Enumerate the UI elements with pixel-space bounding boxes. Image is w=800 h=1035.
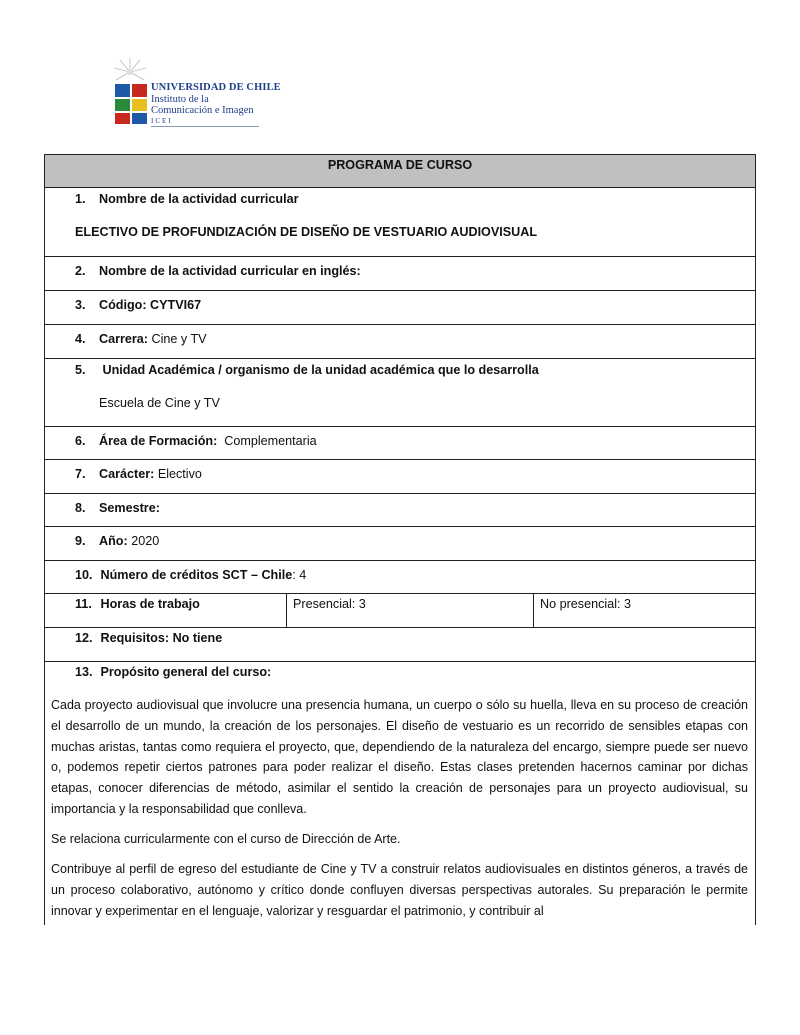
field-requirements: 12. Requisitos: No tiene <box>45 628 755 662</box>
career-value: Cine y TV <box>151 332 207 346</box>
field-activity-name: 1. Nombre de la actividad curricular ELECTIVO DE PROFUNDIZACIÓN DE DISEÑO DE VESTUARIO AUDIOVISUAL <box>45 188 755 257</box>
field-formation-area: 6. Área de Formación: Complementaria <box>45 427 755 460</box>
field-semester: 8. Semestre: <box>45 494 755 527</box>
formation-area-value: Complementaria <box>224 434 317 448</box>
purpose-paragraph-3: Contribuye al perfil de egreso del estudiante de Cine y TV a construir relatos audiovisuales en distintos géneros, a través de un proceso colaborativo, autónomo y crítico donde confluyen diversas perspectivas autorales. Su preparación le permite innovar y experimentar en el lenguaje, valorizar y resguardar el patrimonio, y contribuir al <box>51 862 748 918</box>
no-presencial-hours-cell: No presencial: 3 <box>533 594 755 627</box>
character-value: Electivo <box>157 467 202 481</box>
field-work-hours: 11. Horas de trabajo Presencial: 3 No presencial: 3 <box>45 594 755 628</box>
field-character: 7. Carácter: Electivo <box>45 460 755 494</box>
logo-underline <box>151 126 259 127</box>
university-crest-icon <box>115 84 147 124</box>
university-name: UNIVERSIDAD DE CHILE <box>151 82 281 93</box>
institute-acronym: ICEI <box>151 117 173 125</box>
activity-name-value: ELECTIVO DE PROFUNDIZACIÓN DE DISEÑO DE VESTUARIO AUDIOVISUAL <box>75 225 538 239</box>
star-rays-icon <box>112 58 148 86</box>
field-academic-unit: 5. Unidad Académica / organismo de la unidad académica que lo desarrolla Escuela de Cine y TV <box>45 359 755 427</box>
institute-name: Instituto de la Comunicación e Imagen <box>151 94 254 116</box>
field-course-purpose: 13. Propósito general del curso: Cada proyecto audiovisual que involucre una presencia humana, un cuerpo o sólo su huella, lleva en su proceso de creación el desarrollo de un mundo, la creación de los personajes. El diseño de vestuario es un recorrido de sensibles etapas con muchas aristas, tantas como requiera el proyecto, que, dependiendo de la naturaleza del encargo, siempre puede ser nuevo o, podemos repetir ciertos patrones para poder realizar el diseño. Estas clases pretenden hacernos caminar por dichas etapas, conocer diferencias de método, asimilar el sentido la creación de personajes para un proyecto audiovisual, su importancia y la responsabilidad que conlleva. Se relaciona curricularmente con el curso de Dirección de Arte. Contribuye al perfil de egreso del estudiante de Cine y TV a construir relatos audiovisuales en distintos géneros, a través de un proceso colaborativo, autónomo y crítico donde confluyen diversas perspectivas autorales. Su preparación le permite innovar y experimentar en el lenguaje, valorizar y resguardar el patrimonio, y contribuir al <box>45 662 755 926</box>
presencial-hours-cell: Presencial: 3 <box>286 594 533 627</box>
purpose-paragraph-1: Cada proyecto audiovisual que involucre una presencia humana, un cuerpo o sólo su huella, lleva en su proceso de creación el desarrollo de un mundo, la creación de los personajes. El diseño de vestuario es un recorrido de sensibles etapas con muchas aristas, tantas como requiera el proyecto, que, dependiendo de la naturaleza del encargo, siempre puede ser nuevo o, podemos repetir ciertos patrones para poder realizar el diseño. Estas clases pretenden hacernos caminar por dichas etapas, conocer diferencias de método, asimilar el sentido la creación de personajes para un proyecto audiovisual, su importancia y la responsabilidad que conlleva. <box>51 698 748 816</box>
field-code: 3. Código: CYTVI67 <box>45 291 755 325</box>
field-activity-name-english: 2. Nombre de la actividad curricular en inglés: <box>45 257 755 291</box>
purpose-paragraph-2: Se relaciona curricularmente con el curso de Dirección de Arte. <box>51 832 401 846</box>
university-logo <box>112 58 281 128</box>
academic-unit-value: Escuela de Cine y TV <box>99 396 220 410</box>
field-sct-credits: 10. Número de créditos SCT – Chile: 4 <box>45 561 755 594</box>
sct-credits-value: : 4 <box>292 568 307 582</box>
field-career: 4. Carrera: Cine y TV <box>45 325 755 359</box>
field-year: 9. Año: 2020 <box>45 527 755 561</box>
course-program-form <box>44 154 756 925</box>
year-value: 2020 <box>131 534 160 548</box>
form-header: PROGRAMA DE CURSO <box>45 155 755 188</box>
